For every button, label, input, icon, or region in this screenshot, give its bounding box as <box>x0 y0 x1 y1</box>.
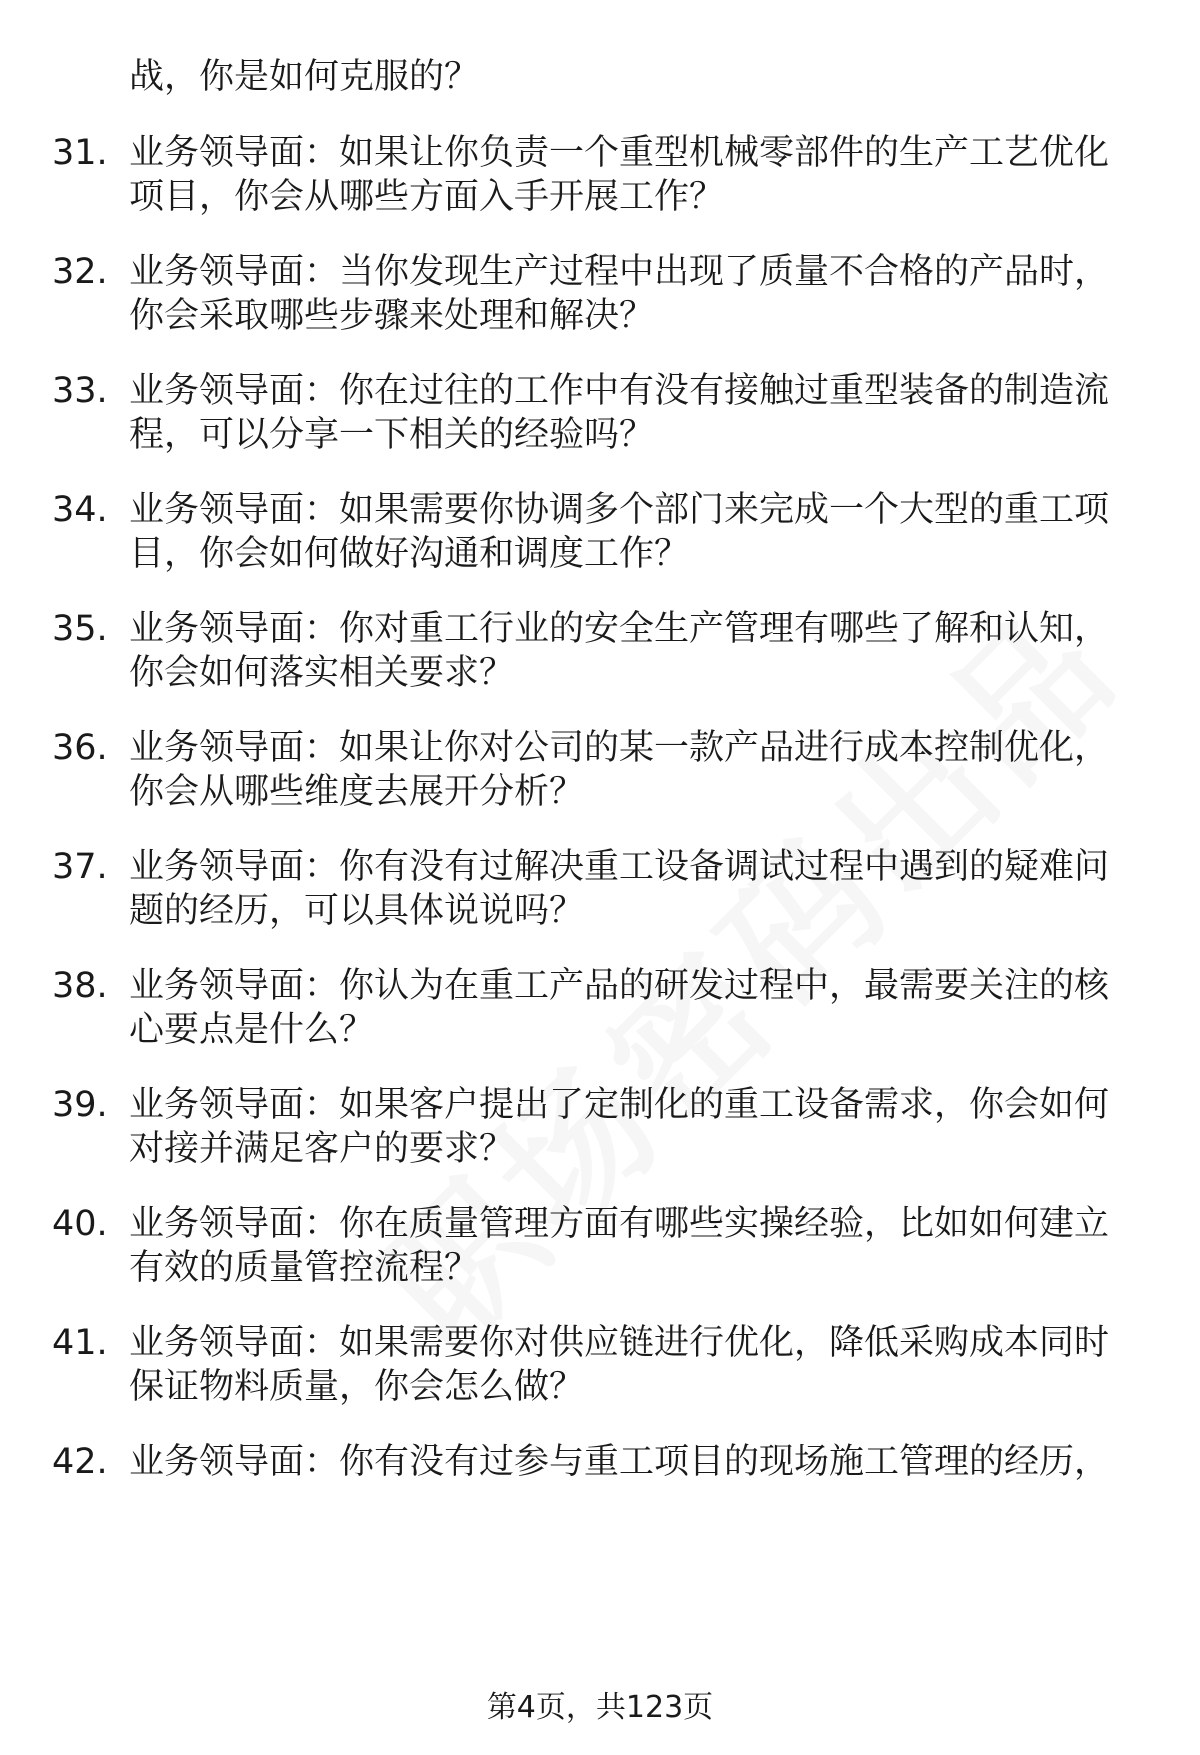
question-number-32: 32. <box>52 252 108 292</box>
question-40-line-1: 业务领导面：你在质量管理方面有哪些实操经验，比如如何建立 <box>129 1204 1110 1244</box>
question-38-line-2: 心要点是什么？ <box>129 1010 375 1050</box>
question-number-34: 34. <box>52 490 108 530</box>
question-number-42: 42. <box>52 1442 108 1482</box>
question-number-40: 40. <box>52 1204 108 1244</box>
question-number-41: 41. <box>52 1323 108 1363</box>
question-40-line-2: 有效的质量管控流程？ <box>129 1248 480 1288</box>
question-31-line-1: 业务领导面：如果让你负责一个重型机械零部件的生产工艺优化 <box>129 133 1110 173</box>
question-33-line-1: 业务领导面：你在过往的工作中有没有接触过重型装备的制造流 <box>129 371 1110 411</box>
question-39-line-2: 对接并满足客户的要求？ <box>129 1129 515 1169</box>
question-36-line-2: 你会从哪些维度去展开分析？ <box>129 772 585 812</box>
question-35-line-1: 业务领导面：你对重工行业的安全生产管理有哪些了解和认知， <box>129 609 1110 649</box>
question-37-line-2: 题的经历，可以具体说说吗？ <box>129 891 585 931</box>
question-36-line-1: 业务领导面：如果让你对公司的某一款产品进行成本控制优化， <box>129 728 1110 768</box>
question-number-39: 39. <box>52 1085 108 1125</box>
question-37-line-1: 业务领导面：你有没有过解决重工设备调试过程中遇到的疑难问 <box>129 847 1110 887</box>
question-41-line-2: 保证物料质量，你会怎么做？ <box>129 1367 585 1407</box>
question-number-36: 36. <box>52 728 108 768</box>
question-number-35: 35. <box>52 609 108 649</box>
question-number-38: 38. <box>52 966 108 1006</box>
question-34-line-1: 业务领导面：如果需要你协调多个部门来完成一个大型的重工项 <box>129 490 1110 530</box>
page-footer: 第4页，共123页 <box>486 1690 714 1725</box>
question-31-line-2: 项目，你会从哪些方面入手开展工作？ <box>129 177 725 217</box>
question-35-line-2: 你会如何落实相关要求？ <box>129 653 515 693</box>
question-number-31: 31. <box>52 133 108 173</box>
question-39-line-1: 业务领导面：如果客户提出了定制化的重工设备需求，你会如何 <box>129 1085 1110 1125</box>
question-42-line-1: 业务领导面：你有没有过参与重工项目的现场施工管理的经历， <box>129 1442 1110 1482</box>
question-41-line-1: 业务领导面：如果需要你对供应链进行优化，降低采购成本同时 <box>129 1323 1110 1363</box>
question-38-line-1: 业务领导面：你认为在重工产品的研发过程中，最需要关注的核 <box>129 966 1110 1006</box>
question-34-line-2: 目，你会如何做好沟通和调度工作？ <box>129 534 690 574</box>
continuation-line: 战，你是如何克服的？ <box>129 57 480 97</box>
question-number-33: 33. <box>52 371 108 411</box>
question-32-line-1: 业务领导面：当你发现生产过程中出现了质量不合格的产品时， <box>129 252 1110 292</box>
question-number-37: 37. <box>52 847 108 887</box>
question-32-line-2: 你会采取哪些步骤来处理和解决？ <box>129 296 655 336</box>
question-33-line-2: 程，可以分享一下相关的经验吗？ <box>129 415 655 455</box>
